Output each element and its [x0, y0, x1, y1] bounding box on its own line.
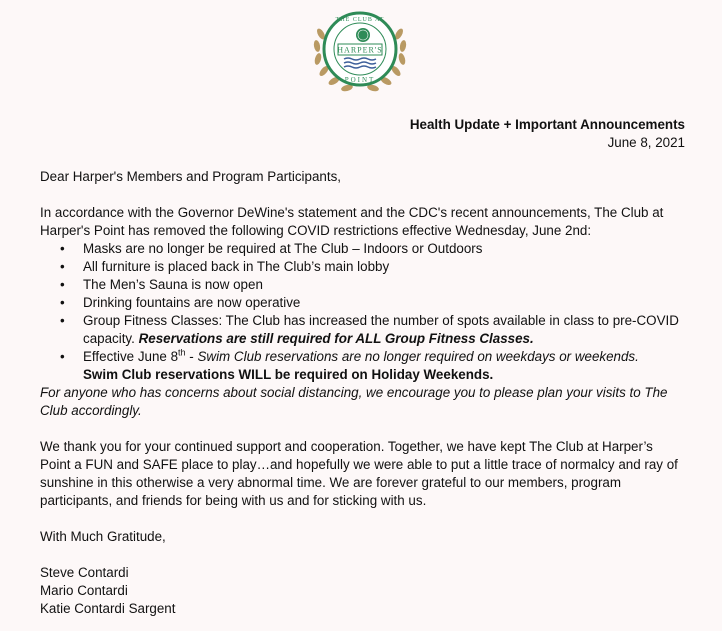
signature-name: Steve Contardi	[40, 565, 129, 580]
signature-name: Katie Contardi Sargent	[40, 601, 176, 616]
letter-header	[410, 116, 685, 152]
list-item: • Drinking fountains are now operative	[40, 294, 680, 312]
logo-brand-name: HARPER'S	[337, 45, 383, 55]
fitness-text: Group Fitness Classes: The Club has increased the number of spots available in class to pre-COVID capacity.	[83, 313, 679, 346]
swim-dash: -	[185, 349, 198, 364]
swim-bold: Swim Club reservations WILL be required on Holiday Weekends.	[83, 349, 647, 382]
logo-top-text: THE CLUB AT	[335, 17, 385, 23]
letter-date: June 8, 2021	[607, 135, 685, 150]
list-item	[40, 348, 680, 384]
signature-name: Mario Contardi	[40, 583, 128, 598]
club-logo	[307, 4, 413, 96]
letter-title: Health Update + Important Announcements	[409, 117, 685, 132]
list-item: • All furniture is placed back in The Club’s main lobby	[40, 258, 680, 276]
restrictions-list	[40, 240, 680, 384]
closing: With Much Gratitude,	[40, 529, 166, 544]
swim-prefix: Effective June 8	[83, 349, 179, 364]
swim-sup: th	[178, 347, 186, 358]
distancing-note	[40, 384, 680, 420]
letter-body	[40, 168, 680, 618]
distancing-note-text: For anyone who has concerns about social distancing, we encourage you to please plan your visits to The Club accordingly.	[40, 385, 668, 418]
list-item: • Masks are no longer be required at The Club – Indoors or Outdoors	[40, 240, 680, 258]
thanks-paragraph: We thank you for your continued support and cooperation. Together, we have kept The Club at Harper’s Point a FUN and SAFE place to play…and hopefully we were able to put a little trace of normalcy and ray of sunshine in this otherwise a very abnormal time. We are forever grateful to our members, program participants, and friends for being with us and for sticking with us.	[40, 439, 678, 508]
list-item	[40, 312, 680, 348]
list-item: • The Men’s Sauna is now open	[40, 276, 680, 294]
fitness-emphasis: Reservations are still required for ALL Group Fitness Classes.	[138, 331, 534, 346]
swim-italic: Swim Club reservations are no longer required on weekdays or weekends.	[197, 349, 639, 364]
golf-ball-icon	[356, 28, 370, 42]
intro-paragraph: In accordance with the Governor DeWine's statement and the CDC's recent announcements, The Club at Harper's Point has removed the following COVID restrictions effective Wednesday, June 2nd:	[40, 205, 664, 238]
signature-block	[40, 564, 680, 618]
logo-bottom-text: POINT	[344, 76, 376, 84]
greeting: Dear Harper's Members and Program Participants,	[40, 169, 341, 184]
